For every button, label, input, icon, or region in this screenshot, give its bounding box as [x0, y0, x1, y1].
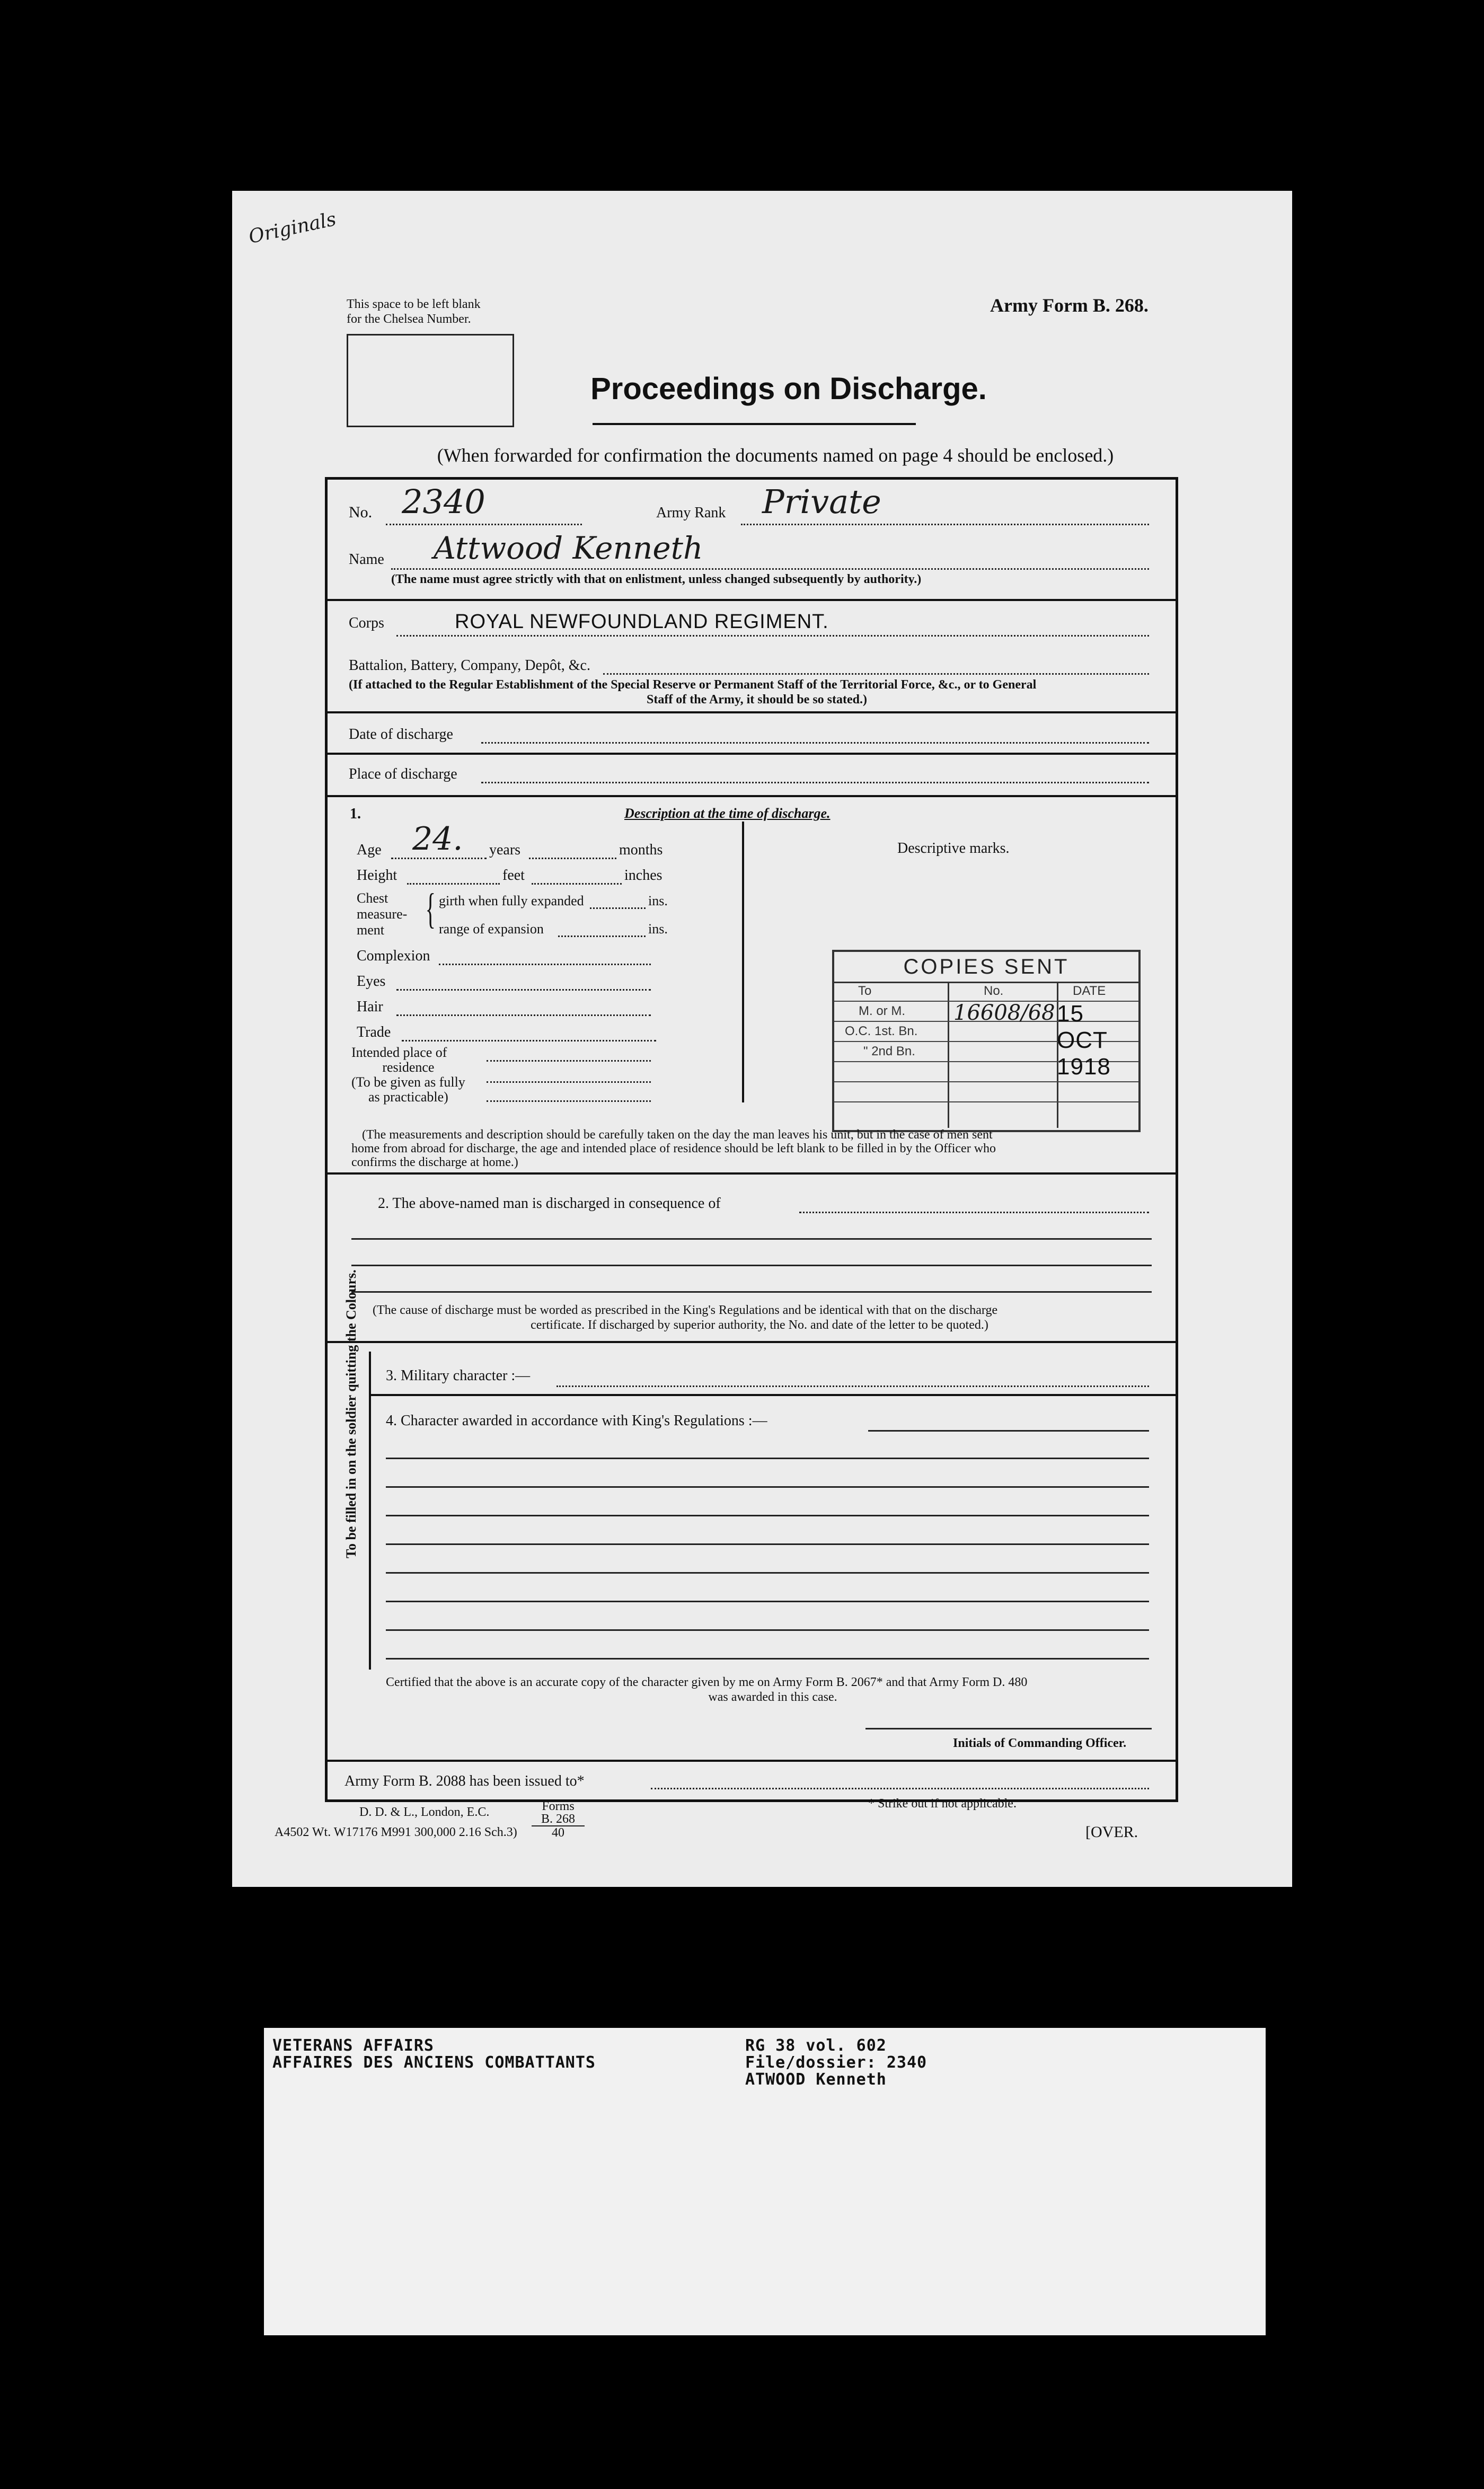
chest-label: Chest measure- ment — [357, 890, 408, 938]
trade-label: Trade — [357, 1024, 391, 1040]
stamp-row2: O.C. 1st. Bn. — [845, 1024, 918, 1038]
stamp-title: COPIES SENT — [903, 955, 1070, 978]
stamp-col-no: No. — [984, 984, 1004, 998]
place-of-discharge-label: Place of discharge — [349, 766, 457, 782]
side-label: To be filled in on the soldier quitting the Colours. — [343, 1269, 359, 1558]
title-underline — [593, 423, 916, 425]
stamp-no-value: 16608/68 — [953, 1001, 1055, 1025]
stamp-col-to: To — [858, 984, 872, 998]
corps-value: ROYAL NEWFOUNDLAND REGIMENT. — [455, 611, 829, 633]
inches-label: inches — [624, 867, 662, 884]
archive-reference: RG 38 vol. 602 File/dossier: 2340 ATWOOD Kenneth — [745, 2036, 928, 2089]
strike-note: * Strike out if not applicable. — [868, 1797, 1017, 1811]
girth-ins-label: ins. — [648, 893, 668, 908]
girth-label: girth when fully expanded — [439, 893, 584, 908]
printer: D. D. & L., London, E.C. — [359, 1805, 490, 1819]
rank-value: Private — [762, 482, 881, 521]
certified-text: Certified that the above is an accurate copy of the character given by me on Army Form B. 2067* and that Army Form D. 480 was awarded in this case. — [386, 1675, 1028, 1704]
name-note: (The name must agree strictly with that on enlistment, unless changed subsequently by authority.) — [391, 572, 922, 586]
copies-sent-stamp — [832, 950, 1141, 1132]
stamp-date-value: 15 OCT 1918 — [1057, 1001, 1111, 1080]
chelsea-note — [347, 297, 481, 326]
page-title: Proceedings on Discharge. — [590, 372, 987, 406]
name-value: Attwood Kenneth — [434, 530, 703, 566]
measurement-note: (The measurements and description should be carefully taken on the day the man leaves his unit, but in the case of men sent home from abroad for discharge, the age and intended place of residence should be left blank to be filled in by the Officer who confirms the discharge at home.) — [351, 1128, 996, 1169]
months-label: months — [619, 842, 663, 858]
chelsea-note-line2: for the Chelsea Number. — [347, 312, 471, 326]
stamp-row1: M. or M. — [859, 1004, 905, 1018]
over-label: [OVER. — [1085, 1823, 1138, 1841]
initials-label: Initials of Commanding Officer. — [953, 1736, 1127, 1750]
complexion-label: Complexion — [357, 948, 430, 964]
stamp-col-date: DATE — [1073, 984, 1106, 998]
height-label: Height — [357, 867, 398, 884]
rank-label: Army Rank — [656, 505, 726, 521]
side-bracket — [369, 1352, 371, 1670]
issued-label: Army Form B. 2088 has been issued to* — [344, 1773, 585, 1789]
hair-label: Hair — [357, 999, 383, 1015]
corps-label: Corps — [349, 615, 384, 631]
name-label: Name — [349, 551, 384, 568]
section1-heading: Description at the time of discharge. — [624, 806, 831, 821]
form-page: Originals This space to be left blank for the Chelsea Number. Army Form B. 268. Proceedings on Discharge. (When forwarded for confirmation the documents named on page 4 should be enclosed.) No. 2340 Army Rank Private Name Attwood Kenneth (The name must agree strictly with that on enlistment, unless changed subsequently by authority.) Corps ROYAL NEWFOUNDLAND REGIMENT. Battalion, Battery, Company, Depôt, &c. (If attached to the Regular Establishment of the Special Reserve or Permanent Staff of the Territorial Force, &c., or to General Staff of the Army, it should be so stated.) Date of discharge Place of discharge 1. Description at the time of discharge. Age 24. years months Height feet inches Chest measure- ment { girth when fully expanded ins. range of expansion ins. Complexion Eyes Hair Trade Intended place of residence (To be given as fully as practicable) Descriptive marks. COPIES SENT To No. DATE M. or M. O.C. 1st. Bn. " 2nd Bn. 16608/68 15 OCT 1918 (The measurements and description should be carefully taken on the day the man leaves his unit, but in the case of men sent home from abroad for discharge, the age and intended place of residence should be left blank to be filled in by the Officer who confirms the discharge at home.) 2. The above-named man is discharged in consequence of (The cause of discharge must be worded as prescribed in the King's Regulations and be identical with that on the discharge certificate. If discharged by superior authority, the No. and date of the letter to be quoted.) To be filled in on the soldier quitting the Colours. 3. Military character :— 4. Character awarded in accordance with King's Regulations :— Certified that the above is an accurate copy of the character given by me on Army Form B. 2067* and that Army Form D. 480 was awarded in this case. Initials of Commanding Officer. Army Form B. 2088 has been issued to* D. D. & L., London, E.C. A4502 Wt. W17176 M991 300,000 2.16 Sch.3) Forms B. 268 40 * Strike out if not applicable. [OVER. — [232, 191, 1292, 1887]
feet-label: feet — [502, 867, 525, 884]
range-ins-label: ins. — [648, 921, 668, 937]
character-awarded: 4. Character awarded in accordance with King's Regulations :— — [386, 1413, 767, 1429]
stamp-row3: " 2nd Bn. — [863, 1044, 915, 1058]
descriptive-marks-label: Descriptive marks. — [897, 840, 1010, 857]
chelsea-number-box — [347, 334, 514, 427]
residence-label: Intended place of residence (To be given as fully as practicable) — [351, 1045, 465, 1105]
archive-label-card — [264, 2028, 1266, 2335]
form-number: Army Form B. 268. — [990, 295, 1149, 316]
archive-agency: VETERANS AFFAIRS AFFAIRES DES ANCIENS COMBATTANTS — [272, 2036, 596, 2072]
section2-text: 2. The above-named man is discharged in consequence of — [378, 1195, 721, 1212]
range-label: range of expansion — [439, 921, 544, 937]
eyes-label: Eyes — [357, 973, 386, 990]
subtitle: (When forwarded for confirmation the documents named on page 4 should be enclosed.) — [437, 445, 1114, 466]
years-label: years — [489, 842, 521, 858]
originals-annotation: Originals — [246, 208, 338, 248]
section1-divider — [742, 822, 744, 1102]
no-value: 2340 — [402, 482, 485, 521]
no-label: No. — [349, 504, 373, 521]
battalion-note: (If attached to the Regular Establishment of the Special Reserve or Permanent Staff of the Territorial Force, &c., or to General Staff of the Army, it should be so stated.) — [349, 678, 1037, 707]
battalion-label: Battalion, Battery, Company, Depôt, &c. — [349, 657, 590, 674]
date-of-discharge-label: Date of discharge — [349, 726, 453, 743]
military-character: 3. Military character :— — [386, 1367, 531, 1384]
age-label: Age — [357, 842, 382, 858]
section1-number: 1. — [350, 806, 361, 822]
print-code: A4502 Wt. W17176 M991 300,000 2.16 Sch.3) — [275, 1825, 517, 1839]
section2-note: (The cause of discharge must be worded as prescribed in the King's Regulations and be identical with that on the discharge certificate. If discharged by superior authority, the No. and date of the letter to be quoted.) — [373, 1303, 998, 1332]
chelsea-note-line1: This space to be left blank — [347, 297, 481, 311]
form-ref: Forms B. 268 40 — [532, 1800, 585, 1839]
age-value: 24. — [412, 820, 463, 858]
